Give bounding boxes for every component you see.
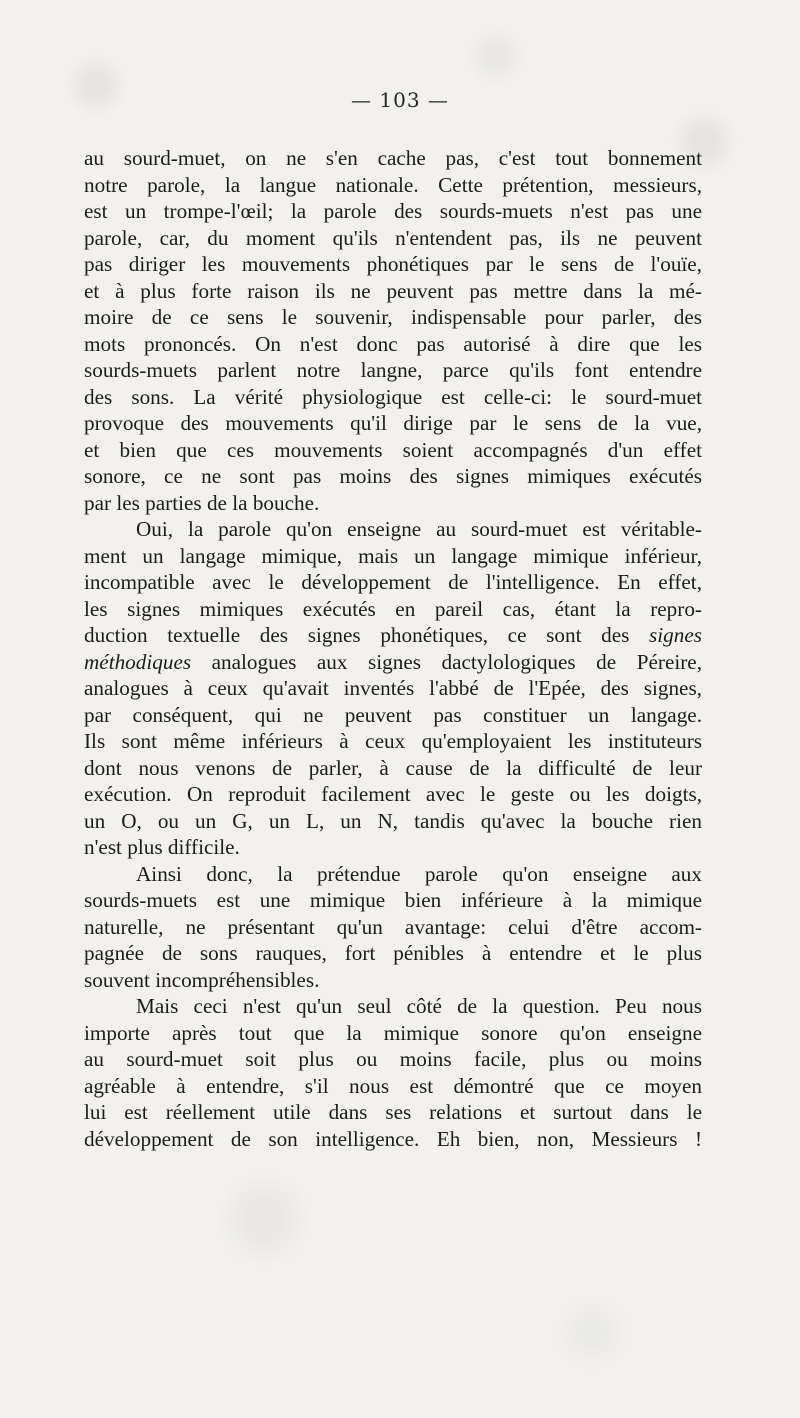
text-line: notre parole, la langue nationale. Cette prétention, messieurs, <box>84 172 702 197</box>
text-line: Ainsi donc, la prétendue parole qu'on enseigne aux <box>136 861 702 886</box>
text-line: par les parties de la bouche. <box>84 490 320 515</box>
text-line: sourds-muets parlent notre langne, parce qu'ils font entendre <box>84 358 702 382</box>
text-line: analogues à ceux qu'avait inventés l'abbé de l'Epée, des signes, <box>84 676 702 700</box>
text-line: des sons. La vérité physiologique est celle-ci: le sourd-muet <box>84 384 702 409</box>
text-line: parole, car, du moment qu'ils n'entendent pas, ils ne peuvent <box>84 225 702 250</box>
paragraph-1 <box>84 145 702 516</box>
text-line: incompatible avec le développement de l'intelligence. En effet, <box>84 570 702 594</box>
text-line-with-italic <box>84 649 702 676</box>
text-line: dont nous venons de parler, à cause de la difficulté de leur <box>84 755 702 780</box>
text-line: souvent incompréhensibles. <box>84 967 320 992</box>
text-line: Oui, la parole qu'on enseigne au sourd-muet est véritable- <box>136 517 702 541</box>
text-line-with-italic <box>84 622 702 649</box>
paragraph-4 <box>84 993 702 1152</box>
text-line: importe après tout que la mimique sonore qu'on enseigne <box>84 1020 702 1045</box>
text-segment: analogues aux signes dactylologiques de Péreire, <box>211 649 702 674</box>
text-line: au sourd-muet soit plus ou moins facile, plus ou moins <box>84 1047 702 1071</box>
text-line: ment un langage mimique, mais un langage mimique inférieur, <box>84 543 702 568</box>
text-line: développement de son intelligence. Eh bien, non, Messieurs ! <box>84 1126 702 1151</box>
italic-word: signes <box>649 623 702 647</box>
page-number: — 103 — <box>351 88 449 112</box>
text-line: sourds-muets est une mimique bien inférieure à la mimique <box>84 888 702 912</box>
italic-word: méthodiques <box>84 649 192 674</box>
text-line: pagnée de sons rauques, fort pénibles à entendre et le plus <box>84 941 702 965</box>
text-segment: duction textuelle des signes phonétiques, ce sont des <box>84 623 630 647</box>
text-line: provoque des mouvements qu'il dirige par le sens de la vue, <box>84 411 702 435</box>
text-line: exécution. On reproduit facilement avec le geste ou les doigts, <box>84 782 702 806</box>
paragraph-3 <box>84 861 702 994</box>
paragraph-2 <box>84 516 702 861</box>
text-line: naturelle, ne présentant qu'un avantage: celui d'être accom- <box>84 914 702 939</box>
text-line: et bien que ces mouvements soient accompagnés d'un effet <box>84 437 702 462</box>
text-line: lui est réellement utile dans ses relations et surtout dans le <box>84 1100 702 1124</box>
text-line: au sourd-muet, on ne s'en cache pas, c'est tout bonnement <box>84 146 702 170</box>
text-line: Ils sont même inférieurs à ceux qu'employaient les instituteurs <box>84 729 702 753</box>
text-line: sonore, ce ne sont pas moins des signes mimiques exécutés <box>84 464 702 488</box>
text-line: par conséquent, qui ne peuvent pas constituer un langage. <box>84 702 702 727</box>
text-line: Mais ceci n'est qu'un seul côté de la question. Peu nous <box>136 994 702 1018</box>
text-line: moire de ce sens le souvenir, indispensable pour parler, des <box>84 305 702 329</box>
text-line: n'est plus difficile. <box>84 835 240 859</box>
text-line: agréable à entendre, s'il nous est démontré que ce moyen <box>84 1073 702 1098</box>
text-line: un O, ou un G, un L, un N, tandis qu'avec la bouche rien <box>84 808 702 833</box>
text-line: pas diriger les mouvements phonétiques par le sens de l'ouïe, <box>84 252 702 276</box>
text-line: est un trompe-l'œil; la parole des sourds-muets n'est pas une <box>84 199 702 223</box>
text-line: et à plus forte raison ils ne peuvent pas mettre dans la mé- <box>84 278 702 303</box>
text-line: les signes mimiques exécutés en pareil cas, étant la repro- <box>84 596 702 621</box>
body-text <box>84 145 702 1152</box>
text-line: mots prononcés. On n'est donc pas autorisé à dire que les <box>84 331 702 356</box>
